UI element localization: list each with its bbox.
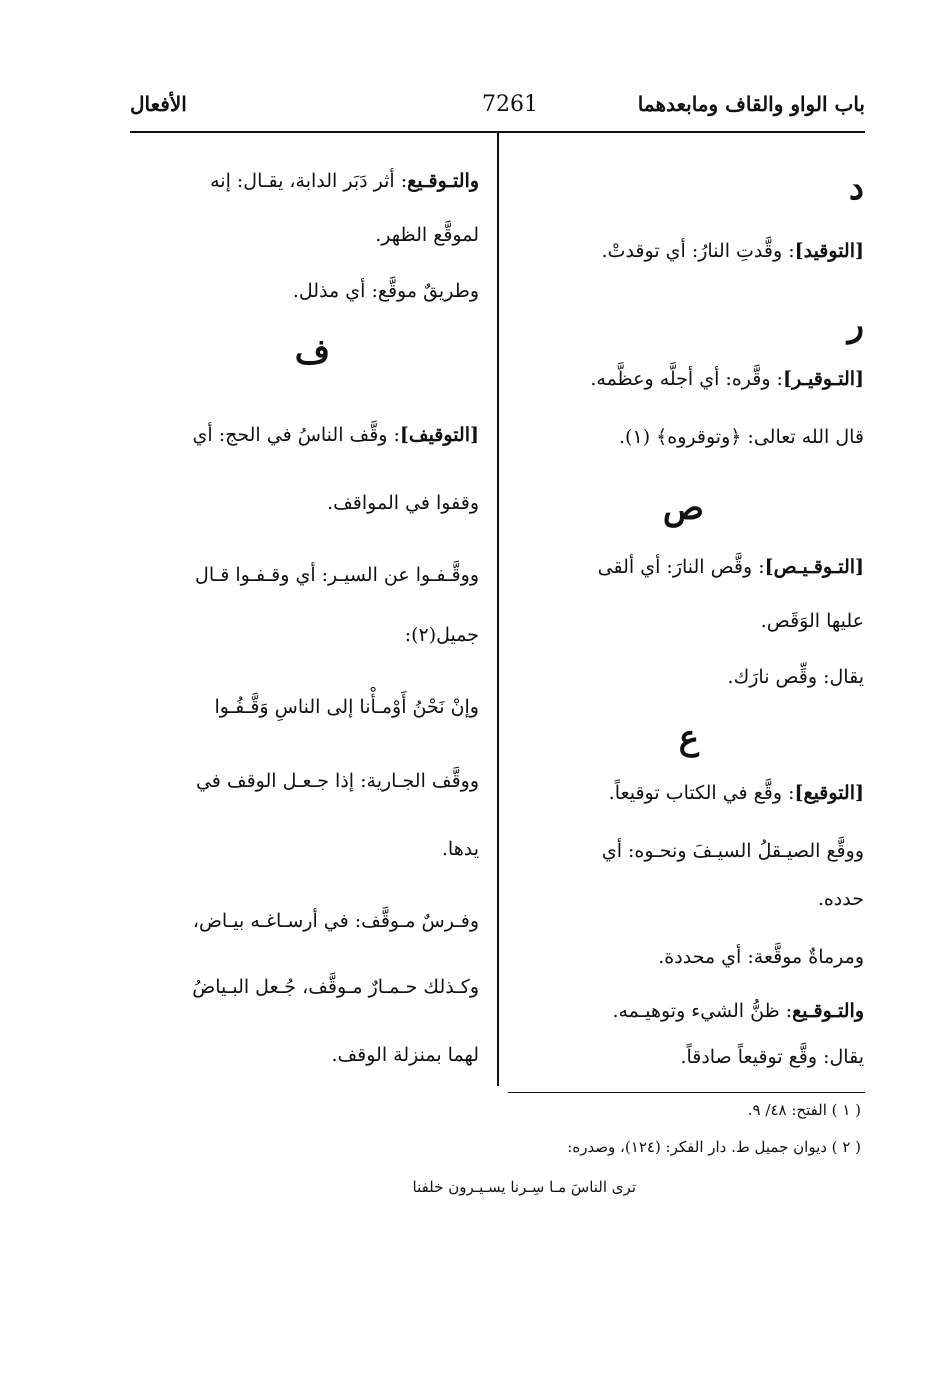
himar-line: وكـذلك حـمـارٌ مـوقَّف، جُـعل البـياضُ — [192, 976, 479, 998]
section-title: الأفعال — [130, 92, 187, 116]
entry-text: : ظنُّ الشيء وتوهيـمه. — [612, 1000, 793, 1022]
footnote-rule — [508, 1092, 865, 1093]
chapter-title: باب الواو والقاف ومابعدهما — [637, 92, 865, 116]
jariya-line: ووقَّف الجـارية: إذا جـعـل الوقف في — [195, 770, 479, 792]
faras-line: وفـرسٌ مـوقَّف: في أرسـاغـه بيـاض، — [192, 910, 479, 932]
jariya-cont: يدها. — [441, 838, 479, 860]
entry-head: والتـوقـيع — [407, 170, 479, 192]
waqafu-line: وقفوا في المواقف. — [327, 492, 479, 514]
tariq-line: وطريقٌ موقَّع: أي مذلل. — [292, 280, 479, 302]
waqqa-sayqal-cont: حدده. — [817, 888, 864, 910]
entry-tawqir — [590, 364, 864, 394]
entry-head: [التـوقيـر] — [782, 368, 864, 390]
letter-heading-sad: ص — [662, 488, 704, 528]
yuqal-waqqi: يقال: وقَّع توقيعاً صادقاً. — [680, 1046, 864, 1068]
entry-text: : وقَّره: أي أجلَّه وعظَّمه. — [590, 368, 783, 390]
quran-quote: قال الله تعالى: ﴿وتوقروه﴾ (١). — [619, 426, 864, 448]
page-number: 7261 — [482, 92, 538, 117]
letter-heading-ain: ع — [678, 718, 699, 758]
entry-tawqis — [598, 552, 864, 582]
entry-text: : وقَّص النارَ: أي ألقى — [597, 556, 765, 578]
letter-heading-dal: د — [848, 168, 864, 208]
tawqi-athar — [210, 166, 479, 196]
entry-head: [التوقيع] — [794, 782, 864, 804]
waqqafu-line: ووقَّـفـوا عن السيـر: أي وقـفـوا قـال — [195, 564, 479, 586]
yuqal-waqqis: يقال: وقِّص نارَك. — [727, 666, 864, 688]
entry-text: : وقَّع في الكتاب توقيعاً. — [608, 782, 795, 804]
entry-tawqif — [193, 420, 479, 450]
entry-tawqid — [602, 236, 864, 266]
entry-tawqis-cont: عليها الوَقَص. — [760, 610, 864, 632]
waqqa-sayqal: ووقَّع الصيـقلُ السيـفَ ونحـوه: أي — [601, 840, 864, 862]
tawqi-zann — [612, 996, 864, 1026]
entry-head: [التوقيف] — [399, 424, 479, 446]
entry-tawqi — [609, 778, 864, 808]
letter-heading-ra: ر — [847, 305, 864, 345]
entry-text: : أثر دَبَر الدابة، يقـال: إنه — [210, 170, 408, 192]
footnote-2: ( ٢ ) ديوان جميل ط. دار الفكر: (١٢٤)، وصدره: — [567, 1138, 861, 1156]
entry-head: [التوقيد] — [794, 240, 864, 262]
lahuma-line: لهما بمنزلة الوقف. — [331, 1044, 479, 1066]
column-divider — [497, 133, 499, 1086]
entry-text: : وقَّدتِ النارُ: أي توقدتْ. — [601, 240, 795, 262]
mawqi-zahr: لموقَّع الظهر. — [375, 224, 479, 246]
letter-heading-fa: ف — [294, 332, 330, 372]
entry-text: : وقَّف الناسُ في الحج: أي — [192, 424, 400, 446]
entry-head: والتـوقـيع — [792, 1000, 864, 1022]
poem-verse: وإنْ نَحْنُ أَوْمـأْنا إلى الناسِ وَقَّـفُـوا — [214, 696, 479, 718]
waqqafu-cont: جميل(٢): — [404, 624, 479, 646]
footnote-2-verse: ترى الناسَ مـا سِـرنا يسـيـرون خلفنا — [412, 1178, 636, 1196]
footnote-1: ( ١ ) الفتح: ٤٨/ ٩. — [747, 1101, 861, 1119]
mirmat-line: ومرماةٌ موقَّعة: أي محددة. — [658, 946, 864, 968]
entry-head: [التـوقـيـص] — [764, 556, 864, 578]
